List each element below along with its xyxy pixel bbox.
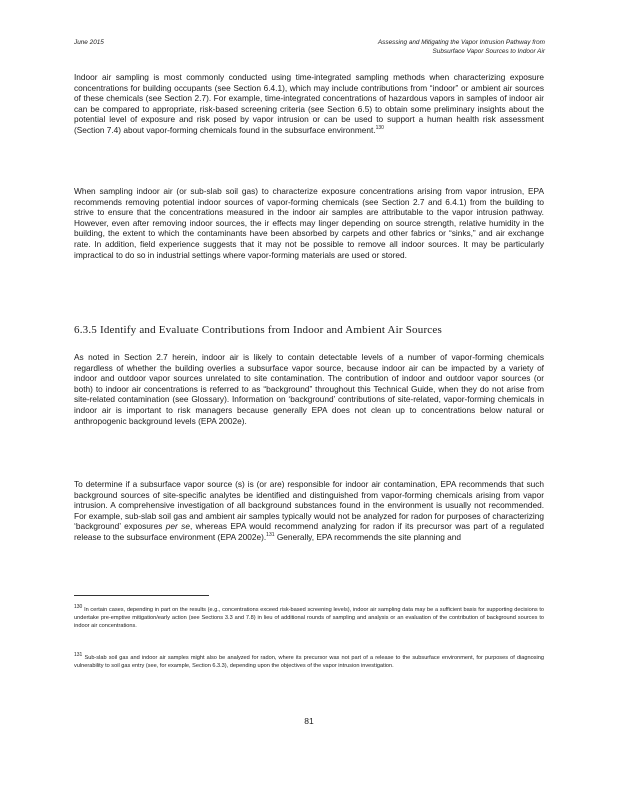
header-title (378, 38, 545, 56)
footnote-130-number: 130 (74, 604, 83, 611)
footnote-131-number: 131 (74, 652, 83, 659)
header-date: June 2015 (74, 39, 104, 46)
footnote-130-text: In certain cases, depending in part on the results (e.g., concentrations exceed risk-based screening levels), indoor air sampling data may be a sufficient basis for supporting decisions to undertake pre-emptive mitigation/early action (see Sections 3.3 and 7.8) in lieu of additional rounds of sampling and analysis or an evaluation of the contribution of background sources to indoor air concentrations. (74, 607, 544, 629)
footnote-ref-130[interactable]: 130 (375, 125, 384, 132)
paragraph-4-text-c: Generally, EPA recommends the site planning and (274, 531, 461, 542)
paragraph-4 (74, 479, 544, 543)
footnote-ref-131[interactable]: 131 (266, 532, 275, 539)
footnote-131-text: Sub-slab soil gas and indoor air samples might also be analyzed for radon, where its precursor was not part of a release to the subsurface environment, for purposes of diagnosing vulnerability to soil gas entry (see, for example, Section 6.3.3), depending upon the objectives of the vapor intrusion investigation. (74, 655, 544, 669)
paragraph-1 (74, 72, 544, 136)
paragraph-4-italic: per se (165, 521, 190, 532)
paragraph-1-text: Indoor air sampling is most commonly conducted using time-integrated sampling methods when characterizing exposure concentrations for building occupants (see Section 6.4.1), which may include contributions from “indoor” or ambient air sources of these chemicals (see Section 2.7). For example, time-integrated concentrations of hazardous vapors in samples of indoor air can be compared to appropriate, risk-based screening criteria (see Section 6.5) to obtain some preliminary insights about the potential level of exposure and risk posed by vapor intrusion or can be used to support a human health risk assessment (Section 7.4) about vapor-forming chemicals found in the subsurface environment. (74, 72, 544, 135)
header-title-line1: Assessing and Mitigating the Vapor Intrusion Pathway from (377, 39, 545, 46)
paragraph-4-text-b: , whereas EPA would recommend analyzing for radon if its precursor was part of a regulated release to the subsurface environment (EPA 2002e). (74, 521, 544, 542)
paragraph-3: As noted in Section 2.7 herein, indoor air is likely to contain detectable levels of a number of vapor-forming chemicals regardless of whether the building overlies a subsurface vapor source, because indoor air can be impacted by a variety of indoor and outdoor vapor sources unrelated to site contamination. The contribution of indoor and outdoor vapor sources (or both) to indoor air concentrations is referred to as “background” throughout this Technical Guide, when they do not arise from site-related contamination (see Glossary). Information on ‘background’ contributions of site-related, vapor-forming chemicals in indoor air is important to risk managers because generally EPA does not clean up to concentrations below natural or anthropogenic background levels (EPA 2002e). (74, 352, 544, 426)
footnote-130 (74, 606, 544, 630)
paragraph-2: When sampling indoor air (or sub-slab soil gas) to characterize exposure concentrations arising from vapor intrusion, EPA recommends removing potential indoor sources of vapor-forming chemicals (see Section 2.7 and 6.4.1) from the building to strive to ensure that the concentrations measured in the indoor air samples are attributable to the vapor intrusion pathway. However, even after removing indoor sources, the ir effects may linger depending on source strength, relative humidity in the building, the extent to which the contaminants have been absorbed by carpets and other fabrics or “sinks,” and air exchange rate. In addition, field experience suggests that it may not be possible to remove all indoor sources. It may be particularly impractical to do so in industrial settings where vapor-forming materials are used or stored. (74, 186, 544, 260)
footnote-divider (74, 595, 209, 596)
header-title-line2: Subsurface Vapor Sources to Indoor Air (432, 48, 545, 55)
page-number: 81 (304, 716, 314, 726)
section-heading: 6.3.5 Identify and Evaluate Contributions from Indoor and Ambient Air Sources (74, 324, 442, 336)
paragraph-4-text-a: To determine if a subsurface vapor source (s) is (or are) responsible for indoor air contamination, EPA recommends that such background sources of site-specific analytes be identified and distinguished from vapor-forming chemicals arising from vapor intrusion. A comprehensive investigation of all background substances found in the environment is usually not recommended. For example, sub-slab soil gas and ambient air samples typically would not be analyzed for radon for purposes of characterizing ‘background’ exposures (74, 479, 544, 532)
footnote-131 (74, 654, 544, 670)
